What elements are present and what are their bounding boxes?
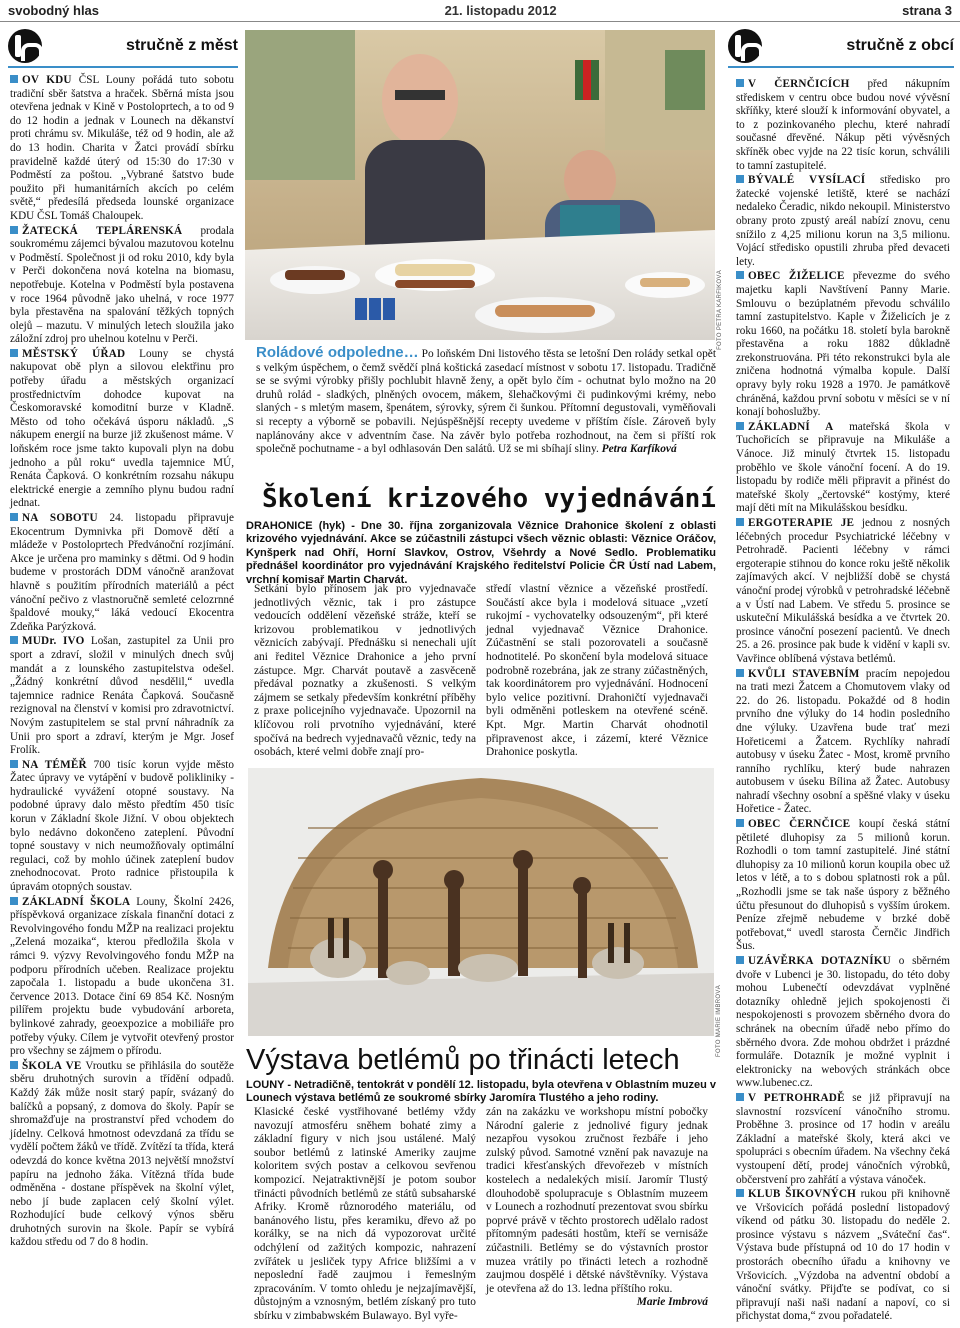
news-item: NA TÉMĚŘ 700 tisíc korun vyjde město Žatec úpravy ve vytápění v budově polikliniky - hydraulické vyvážení otopné soustavy. Na podobné úpravy dalo město předtím 450 tisíc korun v Základní škole Jižní. V obou objektech bylo nedávno dokončeno zateplení. Původní topné soustavy v nich neumožňovaly optimální regulaci, což by mohlo účinek zateplení budov znehodnocovat. Proto radnice přistoupila k úpravám otopných soustav.	[10, 758, 235, 894]
photo-credit: FOTO MARIE IMBROVÁ	[716, 985, 722, 1057]
page-header	[0, 0, 960, 22]
article-column: Setkání bylo přínosem jak pro vyjednavače jednotlivých věznic, tak i pro zástupce vedoucích oddělení vězeňské stráže, kteří se krizovou problematikou v jednotlivých věznicích zabývají. Přednášku si nenechali ujít ani ředitel Věznice Drahonice a jeho první zástupce. Mgr. Charvát poutavě a zasvěceně předával poznatky a zkušenosti. S velkým zájmem se setkaly především konkrétní příběhy z praxe policejního vyjednavače. Upozornil na klíčovou roli prvotního vyjednávání, které spočívá na bedrech vyjednavačů věznic, tedy na osobách, které velmi dobře znají pro-	[254, 583, 476, 759]
bullet-square-icon	[736, 271, 744, 279]
section-title-left: stručně z měst	[125, 37, 238, 54]
photo-nativity-figures	[248, 768, 714, 1036]
news-item: ŠKOLA VE Vroutku se přihlásila do soutěže sběru druhotných surovin a třídění odpadů. Každý žák může nosit starý papír, svázaný do balíčků a popsaný, z domova do školy. Papír se shromažďuje na prostranství před vchodem do jídelny. Celková hmotnost odevzdaná za třídu se vydělí počtem žáků ve třídě. Zvítězí ta třída, která odevzdá do konce května 2013 největší množství papíru na jednoho žáka. Vítězná třída bude odměněna - dostane příspěvek na školní výlet, nebo jí bude zaplacen celý školní výlet. Rozhodující bude celkový výnos sběru druhotných surovin na škole. Papír se vybírá každou středu od 7 do 8 hodin.	[10, 1059, 234, 1249]
news-item: OV KDU ČSL Louny pořádá tuto sobotu tradiční sběr šatstva a hraček. Sběrná místa jsou otevřena jednak v Kině v Postoloprtech, a to od 9 do 12 hodin a jednak v Lounech na děkanství proti chrámu sv. Mikuláše, též od 9 hodin, ale až do 13 hodin. Charita v Žatci provádí sbírku pravidelně každé úterý od 15:30 do 17:30 v Podměstí za poštou. „Vybrané šatstvo bude použito při humanitárních akcích po celém světě,“ předesílá předseda lounské organizace KDU ČSL Tomáš Chaloupek.	[10, 74, 234, 222]
news-item: NA SOBOTU 24. listopadu připravuje Ekocentrum Dymnivka při Domově dětí a mládeže v Postoloprtech Předvánoční rozjímání. Akce je určena pro maminky s dětmi. Od 9 hodin budeme v prostorách DDM vánočně aranžovat hlavně s použitím přírodních materiálů a péct vánoční pečivo z vlastnoručně semleté celozrnné špaldové mouky,“ láká vedoucí Ekocentra Zdeňka Parýzková.	[10, 512, 234, 633]
news-item: OBEC ČERNČICE koupí česká státní pětileté dluhopisy za 5 milionů korun. Rozhodli o tom tamní zastupitelé. Jiné státní dluhopisy za 10 milionů korun koupila obec už letos v létě, a to s dobou splatnosti rok a půl. „Rozhodli jsme se tak naše úspory z běžného účtu přesunout do dluhopisů s vyšším úrokem. Peníze zřejmě nebudeme v brzké době potřebovat,“ uvedl starosta Černčic Jindřich Šus.	[736, 818, 950, 953]
newspaper-logo-icon	[8, 29, 42, 63]
news-column-right	[736, 78, 951, 1323]
news-item: ŽATECKÁ TEPLÁRENSKÁ prodala soukromému zájemci bývalou mazutovou kotelnu v Podměstí. Společnost ji od roku 2010, kdy byla v Perči dokončena nová kotelna na biomasu, nepotřebuje. Kotelna v Podměstí byla postavena v roce 1964 původně jako uhelná, v roce 1977 byla přestavěna na spalování těžkých topných olejů – mazutu. V minulých letech sloužila jako záložní zdroj pro uhelnou kotelnu v Perči.	[10, 224, 234, 346]
photo-roulade-tasting	[245, 30, 715, 340]
bullet-square-icon	[736, 669, 744, 677]
news-column-left	[10, 74, 234, 1304]
news-item: ZÁKLADNÍ A mateřská škola v Tuchořicích se připravuje na Mikuláše a Vánoce. Již minulý čtvrtek 15. listopadu proběhlo ve škole vánoční focení. A do 19. listopadu by rodiče měli připravit a přinést do mateřské školy „čertovské“ kostýmy, které mají děti mít na Mikulášskou besídku.	[736, 420, 950, 515]
news-item: KVŮLI STAVEBNÍM pracím nepojedou na trati mezi Žatcem a Chomutovem vlaky od 22. do 26. listopadu. Pokaždé od 8 hodin prvního dne výluky do 14 hodin posledního dne výluky. Uzavřena bude trať mezi Hořeticemi a Žatcem. Rychlíky nahradí autobusy v úseku Žatec - Most, kromě prvního ranního rychlíku, který bude nahrazen autobusem v úseku Bílina až Žatec. Autobusy nahradí všechny osobní a spěšné vlaky v úseku Hořetice - Žatec.	[736, 667, 950, 816]
bullet-square-icon	[10, 349, 18, 357]
bullet-square-icon	[736, 956, 744, 964]
news-item: KLUB ŠIKOVNÝCH rukou při knihovně ve Vršovicích pořádá poslední listopadový víkend od pátku 30. listopadu do neděle 2. prosince výstavu s názvem „Sváteční čas“. Výstava bude přístupná od 10 do 17 hodin v prostorách obecního úřadu a knihovny ve Vršovicích. „Výzdoba na adventní období a vánoční svátky. Přijďte se podívat, co si připravují naši naši nadaní a napoví, co si přichystat doma,“ zvou pořadatelé.	[736, 1188, 950, 1323]
article-lead: DRAHONICE (hyk) - Dne 30. října zorganizovala Věznice Drahonice školení z oblasti krizového vyjednávání. Akce se zúčastnili zástupci všech věznic oblasti: Věznice Oráčov, Kynšperk nad Ohří, Horní Slavkov, Ostrov, Všehrdy a Nové Sedlo. Problematiku přednášel koordinátor pro vyjednávání Krajského ředitelství Policie ČR Ústí nad Labem, vrchní komisař Martin Charvát.	[246, 520, 716, 586]
photo-credit: FOTO PETRA KARFÍKOVÁ	[717, 270, 723, 350]
photo-caption	[256, 346, 716, 457]
news-item: V ČERNČICÍCH před nákupním střediskem v centru obce budou nové vývěsní skříňky, které slouží k informování obyvatel, a to z pozinkovaného plechu, které nahradí současné dřevěné. Nákup pěti vývěsných skříněk obec vyjde na 22 tisíc korun, schválili to tamní zastupitelé.	[736, 78, 951, 172]
news-item: UZÁVĚRKA DOTAZNÍKU o sběrném dvoře v Lubenci je 30. listopadu, do této doby mohou Lubenečtí odevzdávat vyplněné dotazníky ohledně jejich spokojenosti či nespokojenosti s provozem sběrného dvora do schránek na obecním úřadě nebo přímo do sběrného dvora. Zde mohou obdržet i prázdné formuláře. Dotazník je možné vyplnit i elektronicky na webových stránkách obce www.lubenec.cz.	[736, 955, 950, 1090]
article-column: středí vlastní věznice a vězeňské prostředí. Součástí akce byla i modelová situace „vzetí rukojmí - vychovatelky odsouzeným“, při které jednal vyjednavač Věznice Drahonice. Zúčastnění se stali pozorovateli a současně hodnotitelé. Po skončení byla modelová situace podrobně rozebrána, jak ze strany zúčastněných, tak koordinátorem pro vyjednávání. Hodnocení bylo velice pozitivní. Drahoničtí vyjednavači byli odměněni potleskem na otevřené scéně. Kpt. Mgr. Martin Charvát ohodnotil připravenost akce, i zázemí, které Věznice Drahonice poskytla.	[486, 583, 708, 759]
article-headline: Školení krizového vyjednávání	[262, 484, 716, 514]
bullet-square-icon	[10, 897, 18, 905]
bullet-square-icon	[736, 819, 744, 827]
bullet-square-icon	[736, 1093, 744, 1101]
article-headline: Výstava betlémů po třinácti letech	[246, 1044, 680, 1076]
article-column: Klasické české vystřihované betlémy vždy navozují atmosféru sněhem bohaté zimy a základní figury v nich jsou ustálené. Malý soubor betlémů z latinské Ameriky zaujme koloritem svých postav a celkovou sevřenou kompozicí. Nejatraktivnější je potom soubor třinácti původních betlémů ze států subsaharské Afriky. Kromě různorodého materiálu, od banánového listu, přes keramiku, dřevo až po korálky, se na nich dá vypozorovat určité odchýlení od zažitých kompozic, nahrazení zvířátek u jesliček typy Africe bližšími a v neposlední řadě zaujmou i řemeslným zpracováním. V tomto ohledu je nejzajímavější, důstojným a vznosným, betlém získaný pro tuto sbírku v zimbabwském Bulawayo. Byl vyře-	[254, 1106, 476, 1322]
roulade-photo-image	[245, 30, 715, 340]
page-number: strana 3	[902, 3, 952, 18]
article-column: zán na zakázku ve workshopu místní pobočky Národní galerie z jednolivé figury jednak nezapřou vysokou zručnost řezbáře i jeho zulský původ. Samotné vznění pak navazuje na tradici křesťanských dřevořezeb v místních kostelech a nedalekých misií. Jaromír Tlustý dlouhodobě spolupracuje s Oblastním muzeem v Lounech a rozhodnutí prezentovat svou sbírku poprvé právě v těchto prostorech udělalo radost přítomným padesáti hostům, kteří se vernisáže zúčastnili. Betlémy se do výstavních prostor muzea vrátily po třinácti letech a rozhodně zaujmou dospělé i dětské návštěvníky. Výstava je otevřena až do 13. ledna příštího roku. Marie Imbrová	[486, 1106, 708, 1309]
section-banner-left	[8, 28, 238, 64]
bullet-square-icon	[736, 518, 744, 526]
bullet-square-icon	[736, 175, 744, 183]
bullet-square-icon	[736, 422, 744, 430]
bullet-square-icon	[10, 636, 18, 644]
bullet-square-icon	[10, 1061, 18, 1069]
news-item: MĚSTSKÝ ÚŘAD Louny se chystá nakupovat obě plyn a silovou elektřinu pro potřeby úřadu a městských organizací prostřednictvím dohodce kupovat na Českomoravské komoditní burze v Kladně. Město od toho očekává úsporu nákladů. „S nákupem energií na burze již zkušenost máme. V loňském roce jsme takto kupovali plyn na dobu jednoho a půl roku“ uvedla tajemnice MÚ, Renáta Čapková. O konkrétním rozsahu nákupu elektrické energie a zemního plynu budou radní jednat.	[10, 347, 234, 510]
newspaper-name: svobodný hlas	[8, 3, 100, 18]
bullet-square-icon	[736, 79, 744, 87]
bullet-square-icon	[736, 1189, 744, 1197]
section-divider-right	[728, 66, 954, 68]
news-item: ERGOTERAPIE JE jednou z nosných léčebných procedur Psychiatrické léčebny v Petrohradě. Pacienti léčebny v rámci ergoterapie stihnou do konce roku ještě několik zajímavých akcí. V nejbližší době se chystá vánoční prodej výrobků v petrohradské léčebně a v Ústí nad Labem. Ve středu 5. prosince se uskuteční Mikulášská besídka a ve čtvrtek 20. prosince vánoční posezení pacientů. Ve dnech 25. a 26. prosince pak bude k vidění v kapli sv. Vavřince oblíbená výstava betlémů.	[736, 517, 950, 665]
issue-date: 21. listopadu 2012	[444, 3, 557, 18]
nativity-photo-image	[248, 768, 714, 1036]
article-signature: Marie Imbrová	[636, 1296, 708, 1309]
news-item: V PETROHRADĚ se již připravují na slavnostní rozsvícení vánočního stromu. Proběhne 3. prosince od 17 hodin v areálu Základní a mateřské školy, která akci ve spolupráci s obecním úřadem. Na všechny čeká vystoupení dětí, prodej vánočních výrobků, občerstvení pro zahřátí a výstava vánoček.	[736, 1091, 951, 1186]
bullet-square-icon	[10, 513, 18, 521]
article-lead: LOUNY - Netradičně, tentokrát v pondělí 12. listopadu, byla otevřena v Oblastním muzeu v Lounech výstava betlémů ze soukromé sbírky Jaromíra Tlustého a jeho rodiny.	[246, 1079, 716, 1105]
news-item: MUDr. IVO Lošan, zastupitel za Unii pro sport a zdraví, složil v minulých dnech svůj mandát a z lounského zastupitelstva odešel. „Žádný konkrétní důvod nesdělil,“ uvedla tajemnice radnice Renáta Čapková. Současně rezignoval na členství v komisi pro zdravotnictví. Novým zastupitelem se stal první náhradník za Unii pro sport a zdraví, kterým je Mgr. Josef Frolík.	[10, 635, 234, 757]
news-item: OBEC ŽIŽELICE převezme do svého majetku kapli Navštívení Panny Marie. Smlouvu o bezúplatném převodu schválilo tamní zastupitelstvo. Kaple v Žiželicích je z roku 1660, na počátku 18. století byla barokně přestavěna a roku 1882 důkladně zrekonstruována. Při této rekonstrukci byla ale zničena hodnotná výmalba kopule. Další opravy byly roku 1928 a 1970. Je památkově chráněná, každou první sobotu v měsíci se v ní konají bohoslužby.	[736, 270, 950, 419]
news-item: BÝVALÉ VYSÍLACÍ středisko pro žatecké vojenské letiště, které se nachází nedaleko Čeradic, nikdo nekoupil. Ministerstvo obrany proto zpustý areál nabízí znovu, cenu snížilo z 4,25 milionu korun na 3,5 milionu. Vojácí středisko opustili zhruba před devaceti lety.	[736, 174, 951, 268]
news-item: ZÁKLADNÍ ŠKOLA Louny, Školní 2426, příspěvková organizace získala finanční dotaci z Revolvingového fondu MŽP na realizaci projektu „Zelená mozaika“, kterou předložila škola v rámci 9. výzvy Revolvingového fondu MŽP na podporu přírodních učeben. Realizace projektu započala 1. listopadu a bude ukončena 31. července 2013. Dotace činí 69 854 Kč. Nosným pilířem projektu bude vybudování arboreta, bylinkové zahrady, geoexpozice a mobiliáře pro potřeby výuky. Cílem je vytvořit otevřený prostor pro všechny se zájmem o přírodu.	[10, 895, 234, 1058]
caption-text: Po loňském Dni listového těsta se letošní Den rolády setkal opět s velkým úspěchem, o čemž svědčí plná koštická zasedací místnost v sobotu 17. listopadu. Tradičně se se svými výrobky přišly pochlubit hlavně ženy, a opět bylo čím - ochutnat bylo možno na 20 druhů rolád - sladkých, plněných ovocem, mákem, šlehačkovými či pudinkovými krémy, nebo slaných - s mletým masem, špenátem, sýrovky, sýrem či šunkou. Přítomní degustovali, vyměňovali si recepty a výborně se pobavili. Nejúspěšnější recepty uvedeme v příštím čísle. Zároveň byly naplánovány akce v adventním čase. Na závěr bylo potřeba rozhodnout, na čem si příští rok společně pochutname - a byl odhlasován Den salátů. Už se mi sbíhají sliny.	[256, 348, 716, 456]
bullet-square-icon	[10, 75, 18, 83]
section-title-right: stručně z obcí	[846, 37, 954, 54]
bullet-square-icon	[10, 760, 18, 768]
caption-title: Roládové odpoledne…	[256, 344, 419, 361]
section-banner-right	[728, 28, 954, 64]
caption-signature: Petra Karfíková	[601, 443, 677, 456]
newspaper-logo-icon	[728, 29, 762, 63]
bullet-square-icon	[10, 226, 18, 234]
section-divider-left	[8, 66, 238, 68]
